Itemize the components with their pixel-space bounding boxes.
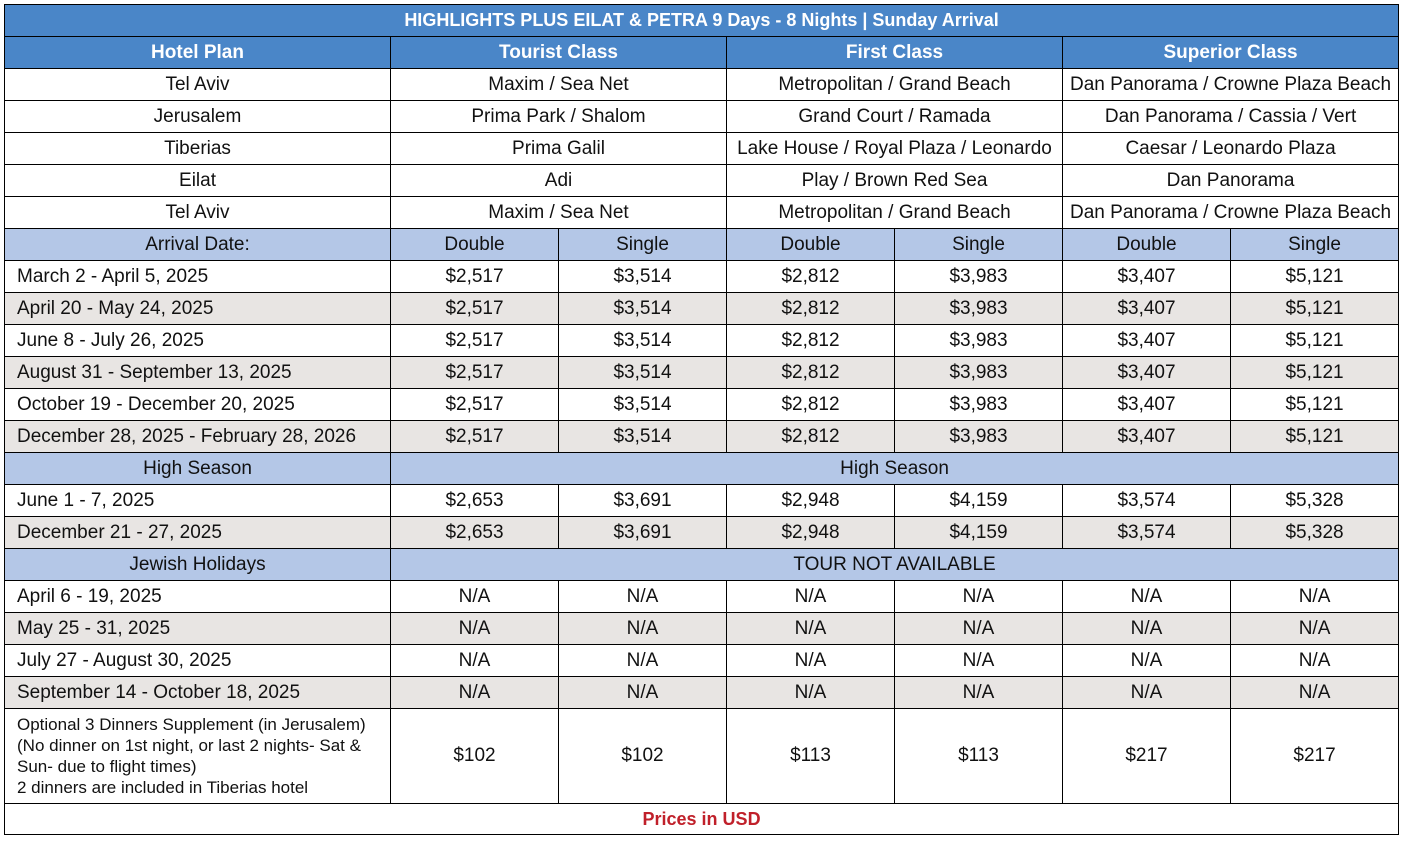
first-hotel: Metropolitan / Grand Beach (727, 197, 1063, 229)
supplement-price: $113 (727, 709, 895, 804)
arrival-date: October 19 - December 20, 2025 (5, 389, 391, 421)
price-cell: $2,517 (391, 325, 559, 357)
price-cell: $3,574 (1063, 517, 1231, 549)
tour-not-available-banner: TOUR NOT AVAILABLE (391, 549, 1399, 581)
price-cell: $2,653 (391, 485, 559, 517)
hotel-city: Eilat (5, 165, 391, 197)
price-cell: $2,517 (391, 389, 559, 421)
price-cell: $3,983 (895, 261, 1063, 293)
price-cell: $3,407 (1063, 421, 1231, 453)
price-cell: $3,983 (895, 421, 1063, 453)
superior-hotel: Dan Panorama / Crowne Plaza Beach (1063, 197, 1399, 229)
price-cell: $3,691 (559, 517, 727, 549)
price-cell: $5,121 (1231, 357, 1399, 389)
supplement-line: Sun- due to flight times) (17, 757, 197, 776)
price-cell: $2,812 (727, 325, 895, 357)
price-cell: N/A (1231, 645, 1399, 677)
arrival-date: June 8 - July 26, 2025 (5, 325, 391, 357)
price-cell: N/A (559, 581, 727, 613)
superior-hotel: Dan Panorama (1063, 165, 1399, 197)
price-cell: $2,517 (391, 261, 559, 293)
price-cell: N/A (391, 581, 559, 613)
hotel-city: Tiberias (5, 133, 391, 165)
price-row (5, 261, 1399, 293)
high-season-label: High Season (5, 453, 391, 485)
price-cell: $5,121 (1231, 325, 1399, 357)
hotel-plan-header-row (5, 37, 1399, 69)
price-cell: $5,121 (1231, 293, 1399, 325)
high-season-row (5, 517, 1399, 549)
price-cell: $5,121 (1231, 421, 1399, 453)
tourist-class-header: Tourist Class (391, 37, 727, 69)
price-cell: N/A (1063, 677, 1231, 709)
arrival-date: December 21 - 27, 2025 (5, 517, 391, 549)
supplement-line: Optional 3 Dinners Supplement (in Jerusalem) (17, 715, 366, 734)
price-cell: N/A (895, 581, 1063, 613)
holiday-row (5, 581, 1399, 613)
tourist-hotel: Prima Park / Shalom (391, 101, 727, 133)
arrival-date: June 1 - 7, 2025 (5, 485, 391, 517)
room-type-header: Single (895, 229, 1063, 261)
price-cell: $3,514 (559, 325, 727, 357)
price-row (5, 357, 1399, 389)
room-type-header: Double (727, 229, 895, 261)
price-row (5, 389, 1399, 421)
arrival-date: September 14 - October 18, 2025 (5, 677, 391, 709)
price-cell: $3,574 (1063, 485, 1231, 517)
price-cell: N/A (559, 613, 727, 645)
room-type-header: Double (1063, 229, 1231, 261)
supplement-price: $102 (391, 709, 559, 804)
price-cell: $2,517 (391, 293, 559, 325)
price-cell: $5,121 (1231, 261, 1399, 293)
arrival-date: December 28, 2025 - February 28, 2026 (5, 421, 391, 453)
price-cell: N/A (727, 581, 895, 613)
jewish-holidays-label: Jewish Holidays (5, 549, 391, 581)
price-cell: N/A (1063, 581, 1231, 613)
price-cell: N/A (559, 677, 727, 709)
price-row (5, 293, 1399, 325)
first-hotel: Play / Brown Red Sea (727, 165, 1063, 197)
price-cell: N/A (1231, 613, 1399, 645)
hotel-city: Tel Aviv (5, 197, 391, 229)
room-type-header: Single (559, 229, 727, 261)
price-cell: N/A (391, 677, 559, 709)
tourist-hotel: Maxim / Sea Net (391, 197, 727, 229)
price-cell: $2,812 (727, 261, 895, 293)
high-season-banner: High Season (391, 453, 1399, 485)
currency-note: Prices in USD (5, 804, 1399, 835)
price-cell: $5,328 (1231, 517, 1399, 549)
holiday-row (5, 613, 1399, 645)
first-class-header: First Class (727, 37, 1063, 69)
arrival-date: March 2 - April 5, 2025 (5, 261, 391, 293)
hotel-row (5, 165, 1399, 197)
price-cell: $3,514 (559, 261, 727, 293)
hotel-row (5, 101, 1399, 133)
price-cell: $3,407 (1063, 389, 1231, 421)
holiday-row (5, 677, 1399, 709)
superior-hotel: Caesar / Leonardo Plaza (1063, 133, 1399, 165)
price-cell: N/A (391, 645, 559, 677)
supplement-line: (No dinner on 1st night, or last 2 nights- Sat & (17, 736, 361, 755)
hotel-city: Jerusalem (5, 101, 391, 133)
hotel-row (5, 133, 1399, 165)
price-cell: $4,159 (895, 517, 1063, 549)
price-cell: $3,407 (1063, 261, 1231, 293)
price-row (5, 421, 1399, 453)
supplement-price: $217 (1063, 709, 1231, 804)
supplement-price: $102 (559, 709, 727, 804)
price-cell: $3,983 (895, 389, 1063, 421)
tourist-hotel: Adi (391, 165, 727, 197)
price-cell: $3,514 (559, 357, 727, 389)
price-cell: N/A (895, 645, 1063, 677)
price-cell: $3,983 (895, 293, 1063, 325)
footer-row (5, 804, 1399, 835)
tourist-hotel: Prima Galil (391, 133, 727, 165)
price-cell: $3,691 (559, 485, 727, 517)
holiday-row (5, 645, 1399, 677)
price-cell: $2,948 (727, 485, 895, 517)
superior-hotel: Dan Panorama / Crowne Plaza Beach (1063, 69, 1399, 101)
price-cell: $3,514 (559, 389, 727, 421)
first-hotel: Metropolitan / Grand Beach (727, 69, 1063, 101)
price-cell: $3,514 (559, 293, 727, 325)
price-cell: $5,328 (1231, 485, 1399, 517)
price-cell: $2,948 (727, 517, 895, 549)
price-cell: $2,517 (391, 357, 559, 389)
high-season-row (5, 485, 1399, 517)
arrival-date: May 25 - 31, 2025 (5, 613, 391, 645)
price-cell: N/A (391, 613, 559, 645)
supplement-description (5, 709, 391, 804)
price-cell: $3,514 (559, 421, 727, 453)
jewish-holidays-header-row (5, 549, 1399, 581)
first-hotel: Grand Court / Ramada (727, 101, 1063, 133)
arrival-date: April 20 - May 24, 2025 (5, 293, 391, 325)
price-cell: $3,407 (1063, 357, 1231, 389)
price-cell: N/A (1231, 677, 1399, 709)
price-cell: N/A (727, 613, 895, 645)
supplement-line: 2 dinners are included in Tiberias hotel (17, 778, 309, 797)
price-cell: $2,653 (391, 517, 559, 549)
arrival-date-label: Arrival Date: (5, 229, 391, 261)
price-cell: $3,407 (1063, 325, 1231, 357)
price-cell: $3,983 (895, 357, 1063, 389)
tourist-hotel: Maxim / Sea Net (391, 69, 727, 101)
arrival-date: April 6 - 19, 2025 (5, 581, 391, 613)
arrival-date: July 27 - August 30, 2025 (5, 645, 391, 677)
price-cell: N/A (1231, 581, 1399, 613)
first-hotel: Lake House / Royal Plaza / Leonardo (727, 133, 1063, 165)
superior-hotel: Dan Panorama / Cassia / Vert (1063, 101, 1399, 133)
price-cell: N/A (727, 645, 895, 677)
room-type-header: Single (1231, 229, 1399, 261)
price-table (4, 4, 1399, 835)
price-cell: $2,812 (727, 357, 895, 389)
arrival-header-row (5, 229, 1399, 261)
price-cell: $2,812 (727, 421, 895, 453)
price-cell: $3,407 (1063, 293, 1231, 325)
price-row (5, 325, 1399, 357)
price-cell: $2,812 (727, 293, 895, 325)
price-cell: N/A (1063, 613, 1231, 645)
price-cell: $4,159 (895, 485, 1063, 517)
hotel-plan-label: Hotel Plan (5, 37, 391, 69)
price-cell: N/A (895, 677, 1063, 709)
price-cell: N/A (727, 677, 895, 709)
arrival-date: August 31 - September 13, 2025 (5, 357, 391, 389)
price-cell: N/A (559, 645, 727, 677)
hotel-row (5, 69, 1399, 101)
hotel-city: Tel Aviv (5, 69, 391, 101)
superior-class-header: Superior Class (1063, 37, 1399, 69)
price-cell: N/A (895, 613, 1063, 645)
high-season-header-row (5, 453, 1399, 485)
title-row (5, 5, 1399, 37)
price-cell: $3,983 (895, 325, 1063, 357)
price-cell: $5,121 (1231, 389, 1399, 421)
table-title: HIGHLIGHTS PLUS EILAT & PETRA 9 Days - 8 Nights | Sunday Arrival (5, 5, 1399, 37)
price-cell: $2,517 (391, 421, 559, 453)
supplement-price: $217 (1231, 709, 1399, 804)
hotel-row (5, 197, 1399, 229)
dinner-supplement-row (5, 709, 1399, 804)
room-type-header: Double (391, 229, 559, 261)
price-cell: $2,812 (727, 389, 895, 421)
supplement-price: $113 (895, 709, 1063, 804)
price-cell: N/A (1063, 645, 1231, 677)
